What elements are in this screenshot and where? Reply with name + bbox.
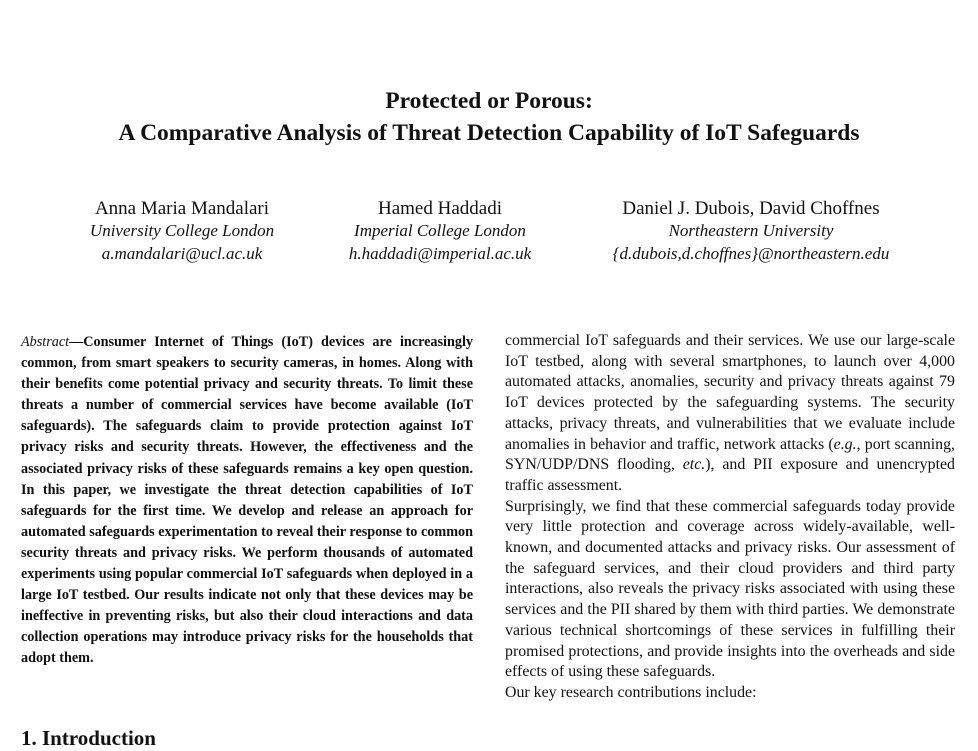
author-block-2 xyxy=(333,198,547,265)
paragraph: commercial IoT safeguards and their services. We use our large-scale IoT testbed, along with several smartphones, to launch over 4,000 automated attacks, anomalies, security and privacy threats against 79 IoT devices protected by the safeguarding systems. The security attacks, privacy threats, and vulnerabilities that we evaluate include anomalies in behavior and traffic, network attacks (e.g., port scanning, SYN/UDP/DNS flooding, etc.), and PII exposure and unencrypted traffic assessment. xyxy=(505,332,956,494)
author-name: Hamed Haddadi xyxy=(378,198,502,219)
author-name: Daniel J. Dubois, David Choffnes xyxy=(622,198,880,219)
intro-column-text xyxy=(505,331,955,704)
author-affiliation: Imperial College London xyxy=(354,221,526,240)
author-block-1 xyxy=(76,198,288,265)
abstract-text: —Consumer Internet of Things (IoT) devices are increasingly common, from smart speakers to security cameras, in homes. Along with their benefits come potential privacy and security threats. To limit these threats a number of commercial services have become available (IoT safeguards). The safeguards claim to provide protection against IoT privacy risks and security threats. However, the effectiveness and the associated privacy risks of these safeguards remains a key open question. In this paper, we investigate the threat detection capabilities of IoT safeguards for the first time. We develop and release an approach for automated safeguards experimentation to reveal their response to common security threats and privacy risks. We perform thousands of automated experiments using popular commercial IoT safeguards when deployed in a large IoT testbed. Our results indicate not only that these devices may be ineffective in preventing risks, but also their cloud interactions and data collection operations may introduce privacy risks for the households that adopt them. xyxy=(21,334,473,667)
paper-title-line-2: A Comparative Analysis of Threat Detection Capability of IoT Safeguards xyxy=(118,120,860,146)
author-name: Anna Maria Mandalari xyxy=(94,198,270,219)
abstract xyxy=(21,332,473,670)
paragraph: Surprisingly, we find that these commercial safeguards today provide very little protection and coverage across widely-available, well-known, and documented attacks and privacy risks. Our assessment of the safeguard services, and their cloud providers and third party interactions, also reveals the privacy risks associated with using these services and the PII shared by them with third parties. We demonstrate various technical shortcomings of these services in fulfilling their promised protections, and provide insights into the overheads and side effects of using these safeguards. xyxy=(505,497,955,681)
paragraph: Our key research contributions include: xyxy=(505,683,757,701)
paper-title-line-1: Protected or Porous: xyxy=(385,88,593,114)
author-email: a.mandalari@ucl.ac.uk xyxy=(101,243,263,263)
author-email: {d.dubois,d.choffnes}@northeastern.edu xyxy=(612,243,890,263)
author-block-3 xyxy=(592,198,910,265)
section-heading-introduction: 1. Introduction xyxy=(21,726,156,750)
author-email: h.haddadi@imperial.ac.uk xyxy=(348,243,532,263)
abstract-label: Abstract xyxy=(21,334,70,350)
author-affiliation: University College London xyxy=(89,221,275,240)
author-affiliation: Northeastern University xyxy=(668,221,834,240)
